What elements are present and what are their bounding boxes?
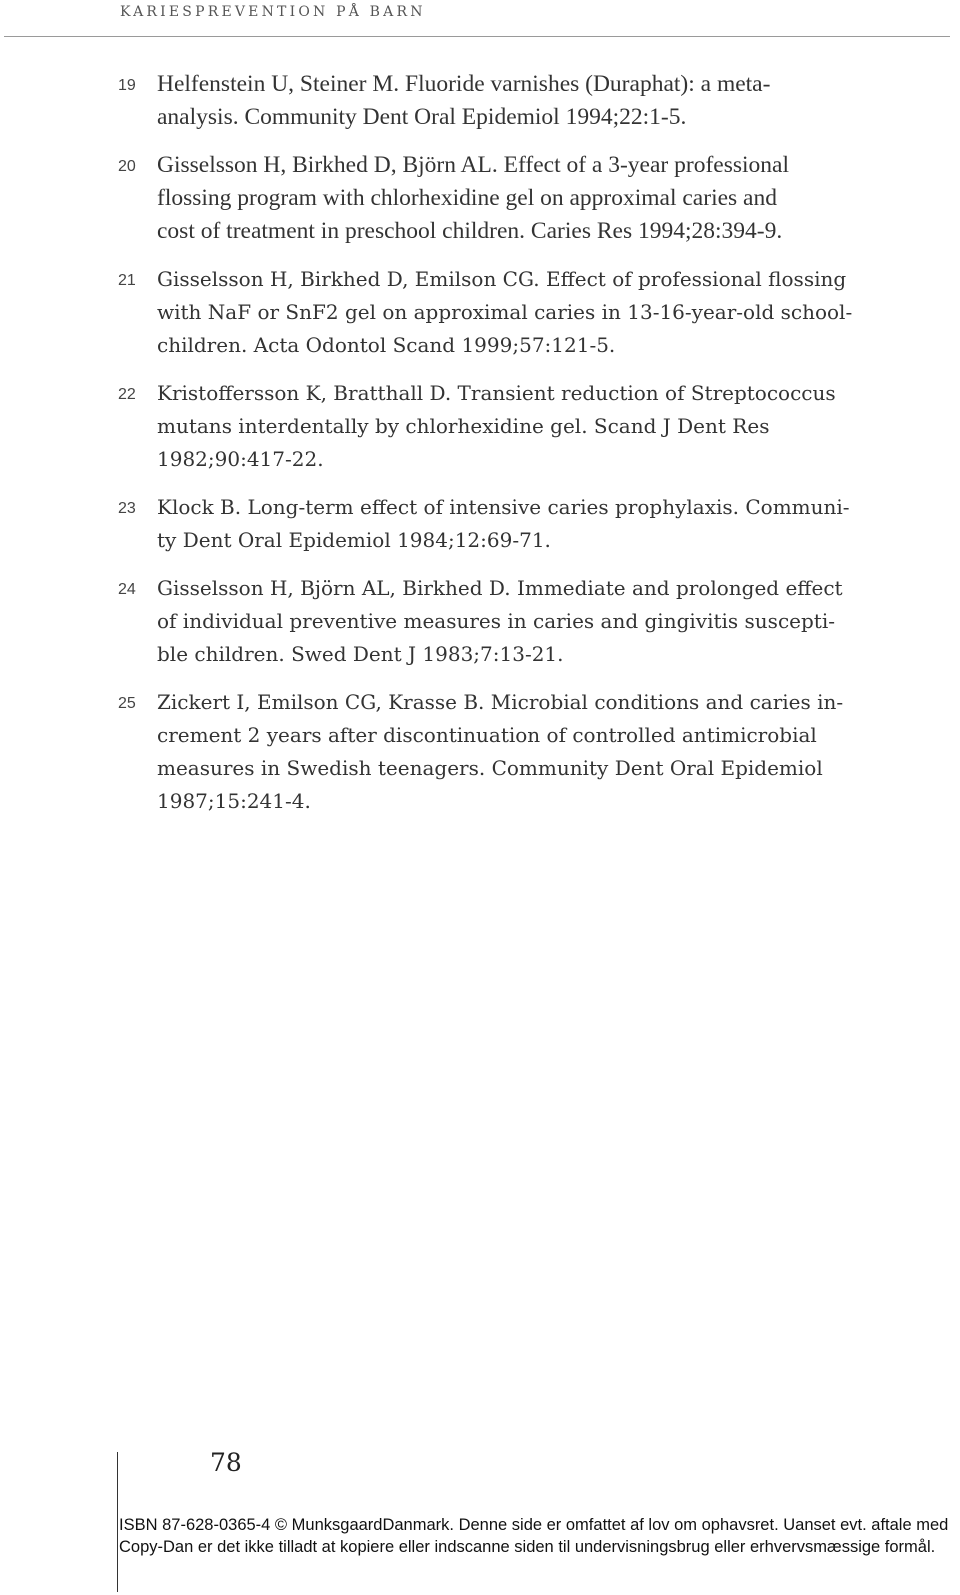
reference-line: measures in Swedish teenagers. Community Dent Oral Epidemiol: [157, 756, 823, 780]
reference-number: 23: [118, 500, 136, 517]
reference-line: Gisselsson H, Birkhed D, Emilson CG. Effect of professional flossing: [157, 267, 847, 291]
reference-item: [0, 68, 960, 134]
reference-item: [0, 263, 960, 362]
copyright-notice: [119, 1514, 960, 1558]
reference-line: analysis. Community Dent Oral Epidemiol 1994;22:1-5.: [157, 104, 687, 130]
reference-number: 24: [118, 581, 136, 598]
reference-text: [157, 572, 902, 671]
reference-line: ty Dent Oral Epidemiol 1984;12:69-71.: [157, 528, 551, 552]
reference-line: cost of treatment in preschool children. Caries Res 1994;28:394-9.: [157, 218, 783, 244]
reference-text: [157, 686, 902, 818]
reference-number: 20: [118, 158, 136, 175]
reference-line: Klock B. Long-term effect of intensive caries prophylaxis. Communi-: [157, 495, 850, 519]
reference-text: [157, 263, 902, 362]
reference-line: crement 2 years after discontinuation of controlled antimicrobial: [157, 723, 817, 747]
reference-line: mutans interdentally by chlorhexidine gel. Scand J Dent Res: [157, 414, 770, 438]
reference-text: [157, 491, 902, 557]
reference-line: Kristoffersson K, Bratthall D. Transient reduction of Streptococcus: [157, 381, 836, 405]
reference-number: 21: [118, 272, 136, 289]
reference-line: Helfenstein U, Steiner M. Fluoride varnishes (Duraphat): a meta-: [157, 71, 771, 97]
reference-list: [0, 68, 960, 833]
reference-line: Gisselsson H, Björn AL, Birkhed D. Immediate and prolonged effect: [157, 576, 843, 600]
copyright-line: ISBN 87-628-0365-4 © MunksgaardDanmark. Denne side er omfattet af lov om ophavsret. Uanset evt. aftale med: [119, 1516, 949, 1534]
reference-line: Gisselsson H, Birkhed D, Björn AL. Effect of a 3-year professional: [157, 152, 789, 178]
reference-line: ble children. Swed Dent J 1983;7:13-21.: [157, 642, 564, 666]
reference-item: [0, 149, 960, 248]
reference-line: with NaF or SnF2 gel on approximal caries in 13-16-year-old school-: [157, 300, 853, 324]
reference-item: [0, 572, 960, 671]
reference-line: 1987;15:241-4.: [157, 789, 311, 813]
reference-number: 25: [118, 695, 136, 712]
reference-line: children. Acta Odontol Scand 1999;57:121-5.: [157, 333, 616, 357]
reference-item: [0, 377, 960, 476]
reference-item: [0, 686, 960, 818]
page-number: 78: [210, 1448, 242, 1477]
reference-line: 1982;90:417-22.: [157, 447, 324, 471]
footer-vertical-rule: [117, 1452, 118, 1592]
running-header: KARIESPREVENTION PÅ BARN: [120, 4, 426, 20]
reference-text: [157, 149, 902, 248]
reference-item: [0, 491, 960, 557]
copyright-line: Copy-Dan er det ikke tilladt at kopiere eller indscanne siden til undervisningsbrug eller erhvervsmæssige formål.: [119, 1538, 936, 1556]
reference-line: flossing program with chlorhexidine gel on approximal caries and: [157, 185, 777, 211]
reference-line: Zickert I, Emilson CG, Krasse B. Microbial conditions and caries in-: [157, 690, 844, 714]
reference-number: 19: [118, 77, 136, 94]
reference-text: [157, 68, 902, 134]
reference-line: of individual preventive measures in caries and gingivitis suscepti-: [157, 609, 835, 633]
header-rule: [4, 36, 950, 37]
reference-text: [157, 377, 902, 476]
reference-number: 22: [118, 386, 136, 403]
